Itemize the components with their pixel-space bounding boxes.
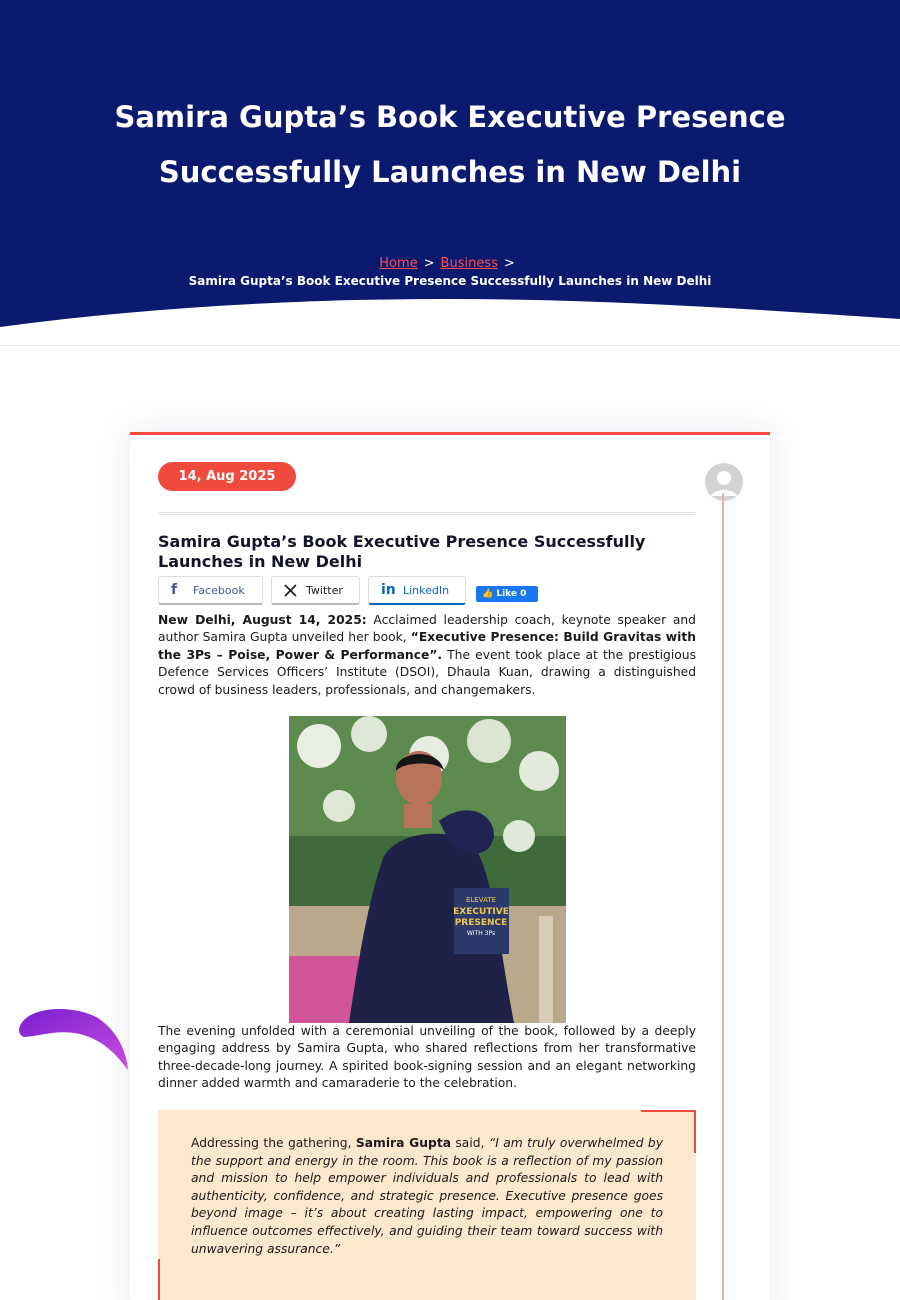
quote-body: “I am truly overwhelmed by the support and energy in the room. This book is a reflection of my passion and mission to help empower individuals and professionals to lead with authenticity, confidence, and strategic presence. Executive presence goes beyond image – it’s about creating lasting impact, empowering one to influence outcomes effectively, and guiding their team toward success with unwavering assurance.” [191, 1136, 663, 1256]
post-title: Samira Gupta’s Book Executive Presence Successfully Launches in New Delhi [158, 532, 646, 571]
facebook-like-button[interactable] [476, 586, 538, 602]
quote-block [158, 1110, 696, 1300]
breadcrumb-current: Samira Gupta’s Book Executive Presence Successfully Launches in New Delhi [188, 274, 712, 288]
quote-speaker: Samira Gupta [355, 1136, 451, 1150]
twitter-share-button[interactable] [271, 576, 360, 605]
intro-paragraph [158, 612, 696, 699]
linkedin-share-label: LinkedIn [403, 584, 450, 597]
linkedin-share-button[interactable] [368, 576, 466, 605]
book-cover-text: WITH 3Ps [466, 930, 496, 937]
quote-said: said, [451, 1136, 489, 1150]
twitter-share-label: Twitter [306, 584, 343, 597]
intro-text-1: Acclaimed leadership coach, keynote speaker and author Samira Gupta unveiled her book, [158, 613, 696, 645]
quote-text [191, 1135, 663, 1258]
breadcrumb [0, 256, 900, 271]
event-photo [289, 716, 566, 1023]
quote-corner-decoration [158, 1259, 213, 1300]
linkedin-icon: in [381, 582, 396, 598]
intro-text-2: The event took place at the prestigious Defence Services Officers’ Institute (DSOI), Dhaula Kuan, drawing a distinguished crowd of business leaders, professionals, and changemakers. [158, 647, 696, 697]
hero-wave-divider [0, 285, 900, 345]
facebook-like-label: Like 0 [496, 589, 527, 599]
author-avatar[interactable] [705, 463, 743, 501]
quote-prefix: Addressing the gathering, [191, 1136, 356, 1150]
thumbs-up-icon: 👍 [482, 589, 494, 599]
x-twitter-icon [284, 577, 297, 607]
post-date-badge: 14, Aug 2025 [158, 462, 296, 491]
user-avatar-icon [705, 463, 743, 501]
facebook-share-button[interactable] [158, 576, 263, 605]
page-title: Samira Gupta’s Book Executive Presence Successfully Launches in New Delhi [114, 100, 786, 189]
dateline: New Delhi, August 14, 2025: [158, 613, 367, 627]
page-hero [0, 0, 900, 345]
decorative-swoosh [18, 1004, 133, 1074]
book-cover-text: PRESENCE [454, 918, 508, 928]
timeline-line [722, 493, 724, 1300]
section-divider [0, 345, 900, 346]
post-card [130, 432, 770, 1300]
event-paragraph: The evening unfolded with a ceremonial unveiling of the book, followed by a deeply engaging address by Samira Gupta, who shared reflections from her transformative three-decade-long journey. A spirited book-signing session and an elegant networking dinner added warmth and camaraderie to the celebration. [158, 1024, 696, 1091]
book-title: “Executive Presence: Build Gravitas with the 3Ps – Poise, Power & Performance”. [158, 630, 696, 662]
header-separator [158, 512, 695, 515]
breadcrumb-separator: > [503, 256, 515, 271]
breadcrumb-separator: > [423, 256, 435, 271]
facebook-icon: f [171, 582, 178, 598]
breadcrumb-home-link[interactable]: Home [379, 256, 418, 271]
facebook-share-label: Facebook [193, 584, 245, 597]
book-cover-text: ELEVATE [465, 896, 497, 904]
breadcrumb-category-link[interactable]: Business [440, 256, 498, 271]
book-cover-text: EXECUTIVE [453, 907, 509, 917]
